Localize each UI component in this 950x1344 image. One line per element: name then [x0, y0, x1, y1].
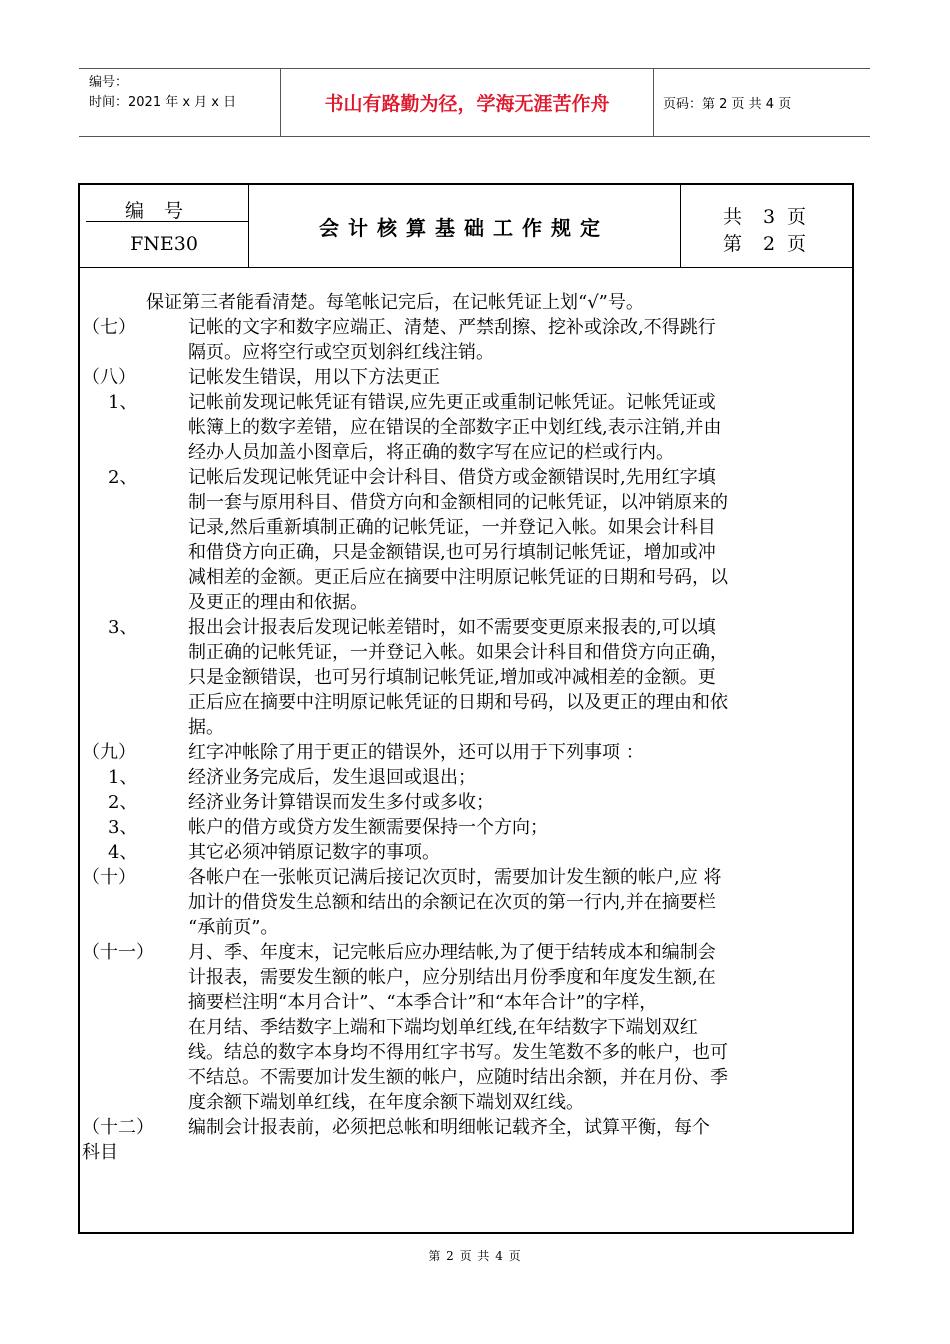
header-code-label: 编号： — [89, 75, 129, 90]
clause-text: 计报表，需要发生额的帐户，应分别结出月份季度和年度发生额,在 — [188, 967, 716, 988]
clause-text: 记录,然后重新填制正确的记帐凭证，一并登记入帐。如果会计科目 — [188, 517, 716, 538]
body-line — [82, 865, 830, 890]
clause-text: 其它必须冲销原记数字的事项。 — [188, 842, 440, 863]
body-line — [82, 715, 830, 740]
total-pages-value: 3 — [763, 206, 776, 228]
body-line — [82, 415, 830, 440]
body-line — [82, 665, 830, 690]
body-line — [82, 540, 830, 565]
clause-text: 和借贷方向正确，只是金额错误,也可另行填制记帐凭证，增加或冲 — [188, 542, 716, 563]
body-line — [82, 1065, 830, 1090]
clause-number: 2、 — [108, 792, 138, 813]
body-line — [82, 640, 830, 665]
header-page-info: 页码：第 2 页 共 4 页 — [663, 97, 792, 112]
total-pages — [723, 202, 806, 229]
clause-text: 记帐前发现记帐凭证有错误,应先更正或重制记帐凭证。记帐凭证或 — [188, 392, 716, 413]
clause-text: 红字冲帐除了用于更正的错误外，还可以用于下列事项 ： — [188, 742, 644, 763]
current-page-value: 2 — [763, 233, 776, 255]
clause-text: 制一套与原用科目、借贷方向和金额相同的记帐凭证，以冲销原来的 — [188, 492, 728, 513]
current-page-unit: 页 — [787, 233, 807, 255]
code-value: FNE30 — [130, 233, 198, 255]
code-cell — [80, 185, 249, 267]
body-line — [82, 590, 830, 615]
body-line — [82, 1140, 830, 1165]
document-frame — [78, 183, 854, 1234]
clause-text: 科目 — [82, 1142, 118, 1163]
body-line — [82, 815, 830, 840]
body-line — [82, 890, 830, 915]
body-line — [82, 440, 830, 465]
clause-number: 3、 — [108, 817, 138, 838]
clause-text: 隔页。应将空行或空页划斜红线注销。 — [188, 342, 494, 363]
clause-text: 据。 — [188, 717, 224, 738]
clause-text: 各帐户在一张帐页记满后接记次页时，需要加计发生额的帐户,应 将 — [188, 867, 722, 888]
clause-number: 2、 — [108, 467, 138, 488]
clause-text: 记帐发生错误，用以下方法更正 — [188, 367, 440, 388]
document-title: 会计核算基础工作规定 — [319, 215, 609, 240]
body-line — [82, 1090, 830, 1115]
code-label: 编号 — [124, 200, 203, 222]
clause-text: 加计的借贷发生总额和结出的余额记在次页的第一行内,并在摘要栏 — [188, 892, 716, 913]
body-line — [82, 465, 830, 490]
body-line — [82, 940, 830, 965]
clause-text: 经济业务计算错误而发生多付或多收； — [188, 792, 494, 813]
code-divider — [86, 221, 248, 222]
form-header — [80, 185, 852, 268]
body-line — [82, 790, 830, 815]
clause-text: 度余额下端划单红线，在年度余额下端划双红线。 — [188, 1092, 584, 1113]
body-line — [82, 915, 830, 940]
body-line — [82, 1115, 830, 1140]
document-body — [82, 290, 830, 1165]
page-header — [79, 68, 870, 137]
header-meta — [89, 73, 236, 113]
clause-number: （十） — [82, 867, 136, 888]
page-footer: 第 2 页 共 4 页 — [428, 1249, 522, 1263]
clause-number: 4、 — [108, 842, 138, 863]
body-line — [82, 1040, 830, 1065]
clause-number: 3、 — [108, 617, 138, 638]
body-line — [82, 515, 830, 540]
body-line — [82, 990, 830, 1015]
clause-number: 1、 — [108, 767, 138, 788]
current-page — [723, 229, 806, 256]
body-line — [82, 840, 830, 865]
header-slogan: 书山有路勤为径，学海无涯苦作舟 — [280, 69, 654, 136]
clause-text: 帐簿上的数字差错，应在错误的全部数字正中划红线,表示注销,并由 — [188, 417, 722, 438]
clause-number: （十二） — [82, 1117, 154, 1138]
body-line — [82, 290, 830, 315]
clause-text: 记帐的文字和数字应端正、清楚、严禁刮擦、挖补或涂改,不得跳行 — [188, 317, 716, 338]
body-line — [82, 765, 830, 790]
clause-text: 编制会计报表前，必须把总帐和明细帐记载齐全，试算平衡，每个 — [188, 1117, 710, 1138]
clause-text: 在月结、季结数字上端和下端均划单红线,在年结数字下端划双红 — [188, 1017, 698, 1038]
clause-text: 线。结总的数字本身均不得用红字书写。发生笔数不多的帐户，也可 — [188, 1042, 728, 1063]
body-line — [82, 965, 830, 990]
clause-number: （八） — [82, 367, 136, 388]
clause-text: 经办人员加盖小图章后，将正确的数字写在应记的栏或行内。 — [188, 442, 674, 463]
clause-text: 经济业务完成后，发生退回或退出； — [188, 767, 476, 788]
clause-number: （九） — [82, 742, 136, 763]
clause-number: （十一） — [82, 942, 154, 963]
clause-text: 制正确的记帐凭证，一并登记入帐。如果会计科目和借贷方向正确， — [188, 642, 728, 663]
page-count-cell — [680, 185, 853, 267]
body-line — [82, 490, 830, 515]
total-pages-unit: 页 — [787, 206, 807, 228]
clause-text: 正后应在摘要中注明原记帐凭证的日期和号码，以及更正的理由和依 — [188, 692, 728, 713]
clause-text: 保证第三者能看清楚。每笔帐记完后，在记帐凭证上划“√”号。 — [146, 292, 644, 313]
body-line — [82, 390, 830, 415]
clause-number: （七） — [82, 317, 136, 338]
clause-text: 帐户的借方或贷方发生额需要保持一个方向； — [188, 817, 548, 838]
current-page-label: 第 — [723, 233, 743, 255]
body-line — [82, 740, 830, 765]
clause-text: 记帐后发现记帐凭证中会计科目、借贷方或金额错误时,先用红字填 — [188, 467, 716, 488]
header-time: 时间：2021 年 x 月 x 日 — [89, 95, 237, 110]
clause-text: 报出会计报表后发现记帐差错时，如不需要变更原来报表的,可以填 — [188, 617, 716, 638]
body-line — [82, 315, 830, 340]
clause-text: 减相差的金额。更正后应在摘要中注明原记帐凭证的日期和号码，以 — [188, 567, 728, 588]
clause-text: 及更正的理由和依据。 — [188, 592, 368, 613]
body-line — [82, 1015, 830, 1040]
clause-text: 只是金额错误，也可另行填制记帐凭证,增加或冲减相差的金额。更 — [188, 667, 716, 688]
body-line — [82, 690, 830, 715]
body-line — [82, 615, 830, 640]
clause-number: 1、 — [108, 392, 138, 413]
total-pages-label: 共 — [723, 206, 743, 228]
body-line — [82, 565, 830, 590]
body-line — [82, 340, 830, 365]
body-line — [82, 365, 830, 390]
clause-text: “承前页”。 — [188, 917, 279, 938]
clause-text: 摘要栏注明“本月合计”、“本季合计”和“本年合计”的字样， — [188, 992, 658, 1013]
clause-text: 不结总。不需要加计发生额的帐户，应随时结出余额，并在月份、季 — [188, 1067, 728, 1088]
clause-text: 月、季、年度末，记完帐后应办理结帐,为了便于结转成本和编制会 — [188, 942, 716, 963]
